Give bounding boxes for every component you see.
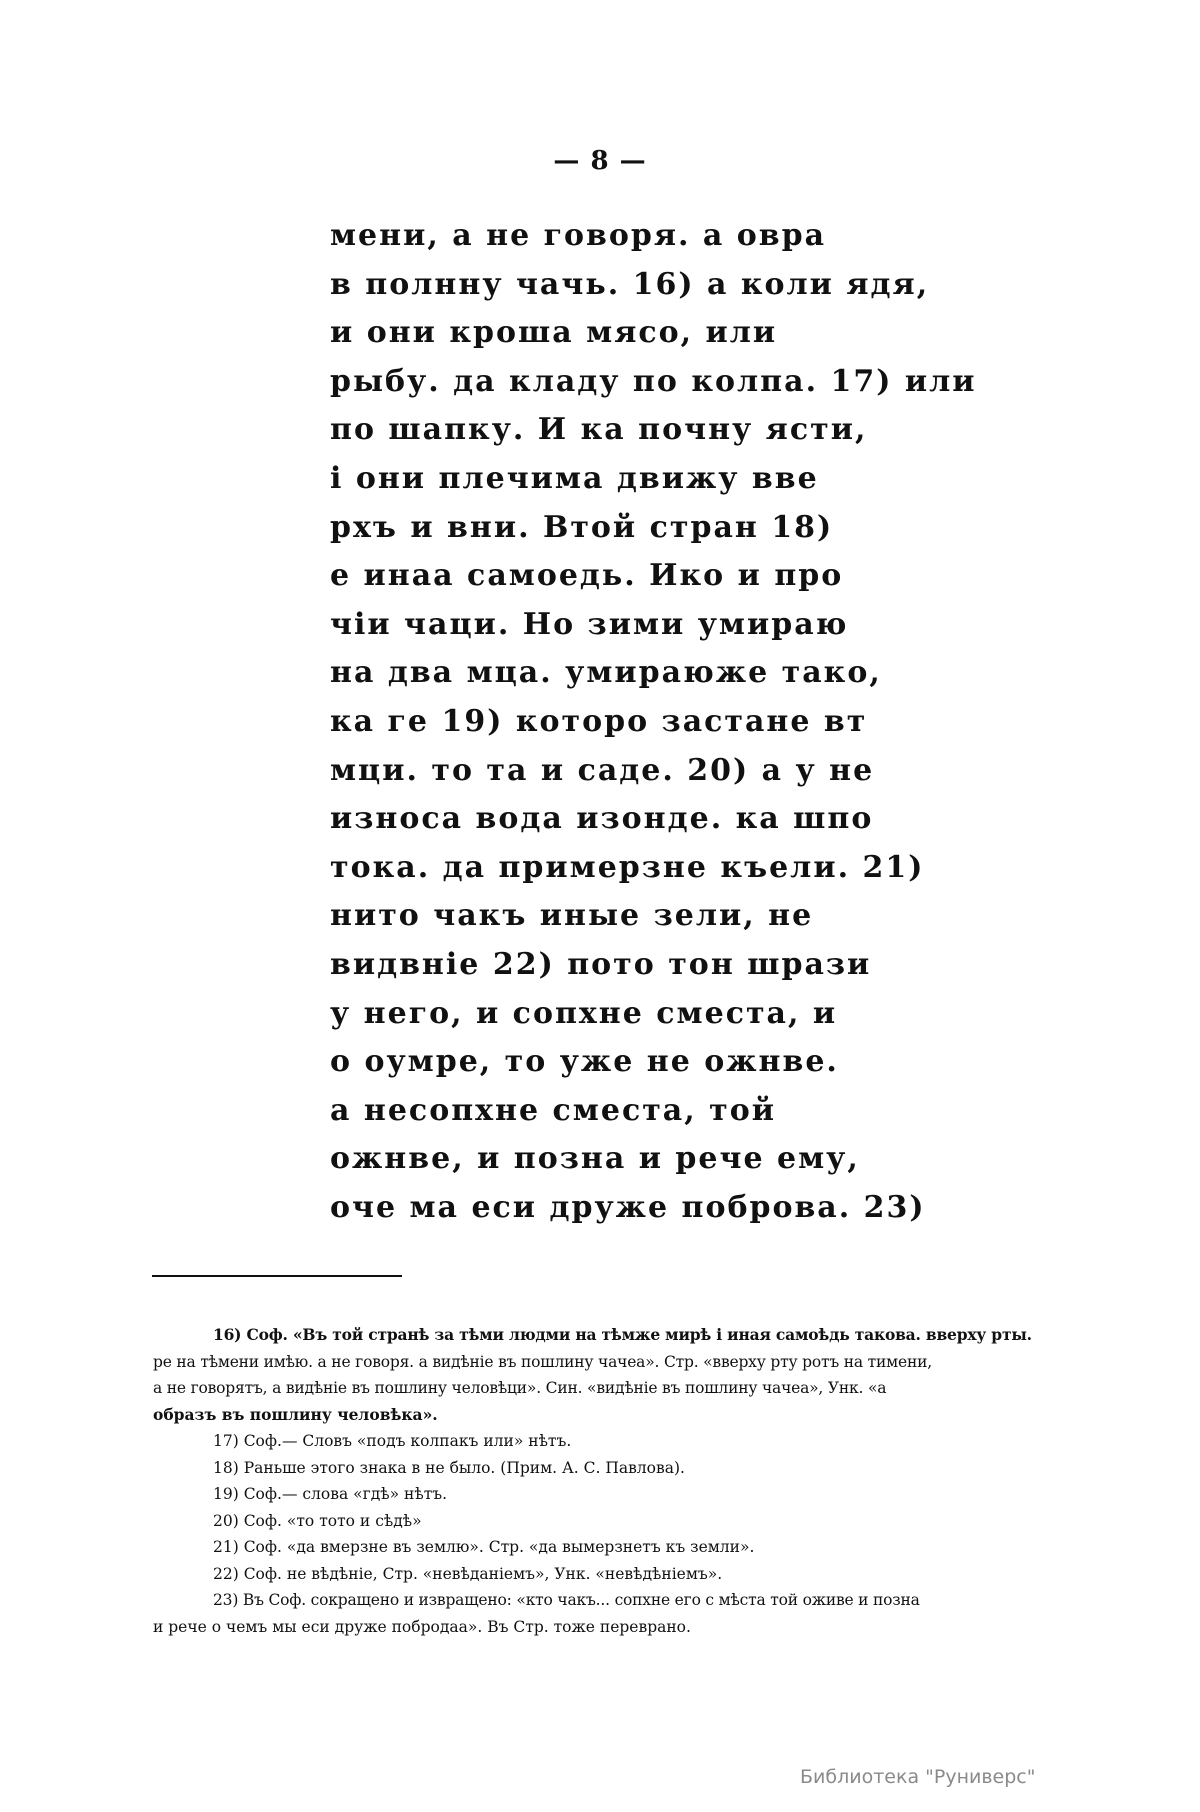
text-line: тока. да примерзне къели. 21) <box>330 849 925 885</box>
text-line: износа вода изонде. ка шпо <box>330 801 874 837</box>
footnotes <box>153 1322 1048 1640</box>
main-text <box>330 212 977 1232</box>
footnote-21: 21) Соф. «да вмерзне въ землю». Стр. «да вымерзнетъ къ земли». <box>213 1538 755 1556</box>
footnote-16-cont: ре на тѣмени имѣю. а не говоря. а видѣніе въ пошлину чачеа». Стр. «вверху рту ротъ на тимени, <box>153 1352 932 1371</box>
text-line: о оумре, то уже не ожнве. <box>330 1044 839 1080</box>
text-line: в полнну чачь. 16) а коли ядя, <box>330 266 930 302</box>
text-line: и они кроша мясо, или <box>330 315 778 351</box>
text-line: на два мца. умираюже тако, <box>330 655 882 691</box>
text-line: ожнве, и позна и рече ему, <box>330 1141 860 1177</box>
text-line: мени, а не говоря. а овра <box>330 218 827 253</box>
text-line: мци. то та и саде. 20) а у не <box>330 752 875 788</box>
text-line: е инаа самоедь. Ико и про <box>330 558 844 594</box>
text-line: по шапку. И ка почну ясти, <box>330 412 868 448</box>
text-line: рхъ и вни. Втой стран 18) <box>330 509 834 545</box>
text-line: нито чакъ иные зели, не <box>330 898 814 934</box>
footnote-16-cont: образъ въ пошлину человѣка». <box>153 1404 438 1424</box>
footnote-22: 22) Соф. не вѣдѣніе, Стр. «невѣданіемъ», Унк. «невѣдѣніемъ». <box>213 1564 723 1583</box>
footnote-20: 20) Соф. «то тото и сѣдѣ» <box>213 1511 422 1530</box>
text-line: і они плечима движу вве <box>330 460 819 496</box>
library-watermark: Библиотека "Руниверс" <box>800 1766 1036 1788</box>
footnote-19: 19) Соф.— слова «гдѣ» нѣтъ. <box>213 1485 448 1503</box>
footnote-23-cont: и рече о чемъ мы еси друже побродаа». Въ Стр. тоже переврано. <box>153 1617 691 1636</box>
footnote-divider <box>152 1275 402 1277</box>
footnote-16: 16) Соф. «Въ той странѣ за тѣми людми на тѣмже мирѣ і иная самоѣдь такова. вверху рты. <box>213 1325 1032 1344</box>
footnote-16-cont: а не говорятъ, а видѣніе въ пошлину человѣци». Син. «видѣніе въ пошлину чачеа», Унк. «а <box>153 1379 887 1397</box>
text-line: у него, и сопхне сместа, и <box>330 995 838 1031</box>
footnote-17: 17) Соф.— Словъ «подъ колпакъ или» нѣтъ. <box>213 1432 572 1450</box>
page-number: — 8 — <box>553 146 647 176</box>
text-line: видвніе 22) пото тон шрази <box>330 946 872 982</box>
footnote-23: 23) Въ Соф. сокращено и извращено: «кто чакъ... сопхне его с мѣста той оживе и позна <box>213 1591 920 1609</box>
footnote-18: 18) Раньше этого знака в не было. (Прим. А. С. Павлова). <box>213 1458 685 1477</box>
text-line: а несопхне сместа, той <box>330 1092 776 1128</box>
text-line: оче ма еси дружe поброва. 23) <box>330 1189 926 1225</box>
text-line: чіи чаци. Но зими умираю <box>330 606 849 642</box>
text-line: ка ге 19) которо застане вт <box>330 703 868 739</box>
text-line: рыбу. да кладу по колпа. 17) или <box>330 363 977 399</box>
